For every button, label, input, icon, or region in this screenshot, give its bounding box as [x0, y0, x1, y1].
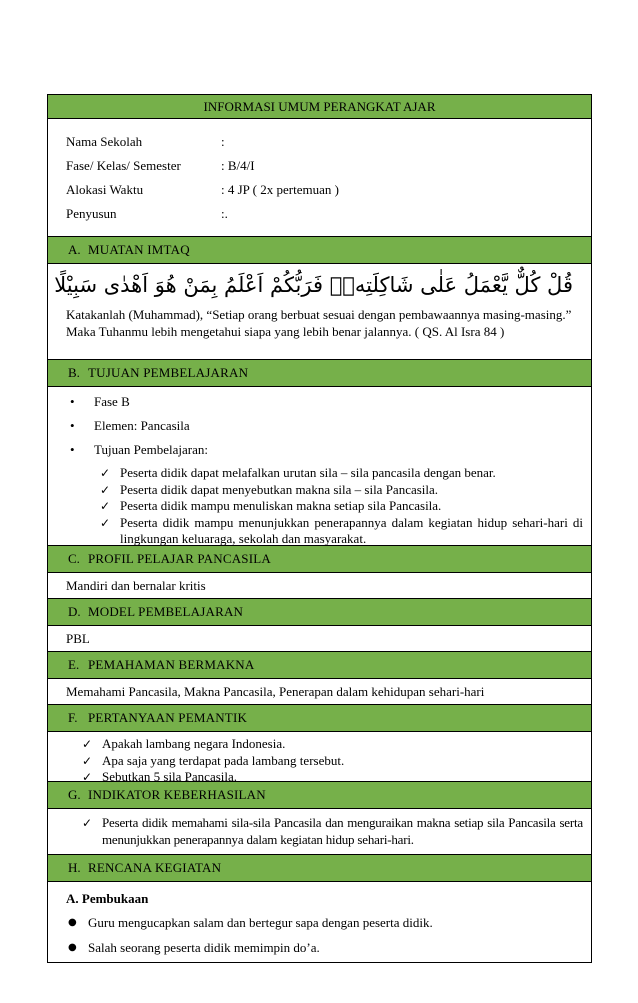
check-item	[66, 465, 591, 482]
info-value: : 4 JP ( 2x pertemuan )	[221, 182, 339, 197]
section-title: PROFIL PELAJAR PANCASILA	[88, 551, 271, 566]
check-icon: ✓	[82, 737, 93, 751]
check-item-text: Peserta didik mampu menuliskan makna setiap sila Pancasila.	[120, 498, 442, 513]
check-item	[66, 498, 591, 515]
profil-section: Mandiri dan bernalar kritis	[48, 573, 591, 599]
section-d-header	[48, 599, 591, 626]
check-item-text: Peserta didik dapat melafalkan urutan sila – sila pancasila dengan benar.	[120, 465, 496, 480]
section-title: MUATAN IMTAQ	[88, 242, 190, 257]
bullet-icon: ●	[68, 917, 77, 928]
info-section	[48, 119, 591, 237]
bullet-icon: •	[70, 418, 75, 433]
perangkat-ajar-table	[47, 94, 592, 963]
bullet-icon: •	[70, 394, 75, 409]
section-a-header	[48, 237, 591, 264]
list-item	[66, 935, 591, 960]
info-row-time	[66, 178, 591, 202]
list-item-text: Elemen: Pancasila	[94, 418, 190, 433]
indikator-section	[48, 809, 591, 855]
section-title: MODEL PEMBELAJARAN	[88, 604, 244, 619]
list-item	[66, 438, 591, 462]
list-item-text: Guru mengucapkan salam dan bertegur sapa dengan peserta didik.	[88, 914, 433, 930]
info-row-phase	[66, 154, 591, 178]
verse-translation: Katakanlah (Muhammad), “Setiap orang berbuat sesuai dengan pembawaannya masing-masing.” Maka Tuhanmu lebih mengetahui siapa yang lebih benar jalannya. ( QS. Al Isra 84 )	[66, 307, 572, 339]
check-item-text: Apa saja yang terdapat pada lambang tersebut.	[102, 752, 345, 768]
check-item-text: Apakah lambang negara Indonesia.	[102, 736, 286, 751]
check-item-text: Peserta didik mampu menunjukkan penerapannya dalam kegiatan hidup sehari-hari di lingkungan keluaraga, sekolah dan masyarakat.	[120, 514, 583, 546]
section-title: TUJUAN PEMBELAJARAN	[88, 365, 249, 380]
info-value: : B/4/I	[221, 158, 255, 173]
info-value: :.	[221, 206, 228, 221]
bullet-icon: •	[70, 442, 75, 457]
bullet-icon: ●	[68, 942, 77, 953]
info-row-school	[66, 130, 591, 154]
check-icon: ✓	[100, 499, 111, 513]
section-title: RENCANA KEGIATAN	[88, 860, 222, 875]
section-letter: D.	[68, 604, 81, 619]
list-item	[66, 910, 591, 935]
section-letter: E.	[68, 657, 80, 672]
info-key: Nama Sekolah	[66, 134, 143, 149]
info-key: Alokasi Waktu	[66, 182, 144, 197]
section-f-header	[48, 705, 591, 732]
section-letter: B.	[68, 365, 80, 380]
model-section: PBL	[48, 626, 591, 652]
check-icon: ✓	[82, 770, 93, 784]
list-item-text: Salah seorang peserta didik memimpin do’a.	[88, 939, 320, 955]
section-letter: F.	[68, 710, 78, 725]
section-h-header	[48, 855, 591, 882]
section-title: PERTANYAAN PEMANTIK	[88, 710, 248, 725]
list-item	[66, 414, 591, 438]
rencana-section	[48, 882, 591, 962]
table-title: INFORMASI UMUM PERANGKAT AJAR	[48, 95, 591, 119]
rencana-subtitle: A. Pembukaan	[66, 891, 149, 906]
section-c-header	[48, 546, 591, 573]
check-item	[66, 736, 591, 753]
section-b-header	[48, 360, 591, 387]
check-item	[66, 769, 591, 786]
section-title: INDIKATOR KEBERHASILAN	[88, 787, 266, 802]
list-item-text: Fase B	[94, 394, 130, 409]
section-letter: C.	[68, 551, 80, 566]
check-item	[66, 482, 591, 499]
check-icon: ✓	[82, 753, 93, 768]
section-title: PEMAHAMAN BERMAKNA	[88, 657, 255, 672]
section-letter: G.	[68, 787, 81, 802]
info-value: :	[221, 134, 225, 149]
section-e-header	[48, 652, 591, 679]
check-icon: ✓	[100, 482, 111, 497]
check-icon: ✓	[100, 466, 111, 480]
list-item-text: Tujuan Pembelajaran:	[94, 442, 208, 457]
info-key: Fase/ Kelas/ Semester	[66, 158, 181, 173]
arabic-verse: قُلْ كُلٌّ يَّعْمَلُ عَلٰى شَاكِلَتِهٖۗ فَرَبُّكُمْ اَعْلَمُ بِمَنْ هُوَ اَهْدٰى سَبِيْلًا	[54, 273, 573, 297]
check-item-text: Peserta didik dapat menyebutkan makna sila – sila Pancasila.	[120, 481, 439, 497]
imtaq-section	[48, 270, 591, 360]
check-item-text: Peserta didik memahami sila-sila Pancasila dan menguraikan makna setiap sila Pancasila serta menunjukkan penerapannya dalam kegiatan hidup sehari-hari.	[102, 815, 583, 847]
list-item	[66, 390, 591, 414]
info-row-author	[66, 202, 591, 226]
pemahaman-section: Memahami Pancasila, Makna Pancasila, Penerapan dalam kehidupan sehari-hari	[48, 679, 591, 705]
check-item	[66, 515, 591, 548]
pemantik-section	[48, 732, 591, 782]
info-key: Penyusun	[66, 206, 117, 221]
check-item-text: Sebutkan 5 sila Pancasila.	[102, 769, 238, 784]
section-letter: H.	[68, 860, 81, 875]
section-g-header	[48, 782, 591, 809]
section-letter: A.	[68, 242, 81, 257]
check-icon: ✓	[82, 816, 93, 830]
check-item	[66, 815, 591, 848]
tujuan-section	[48, 387, 591, 546]
check-item	[66, 753, 591, 770]
check-icon: ✓	[100, 515, 111, 530]
